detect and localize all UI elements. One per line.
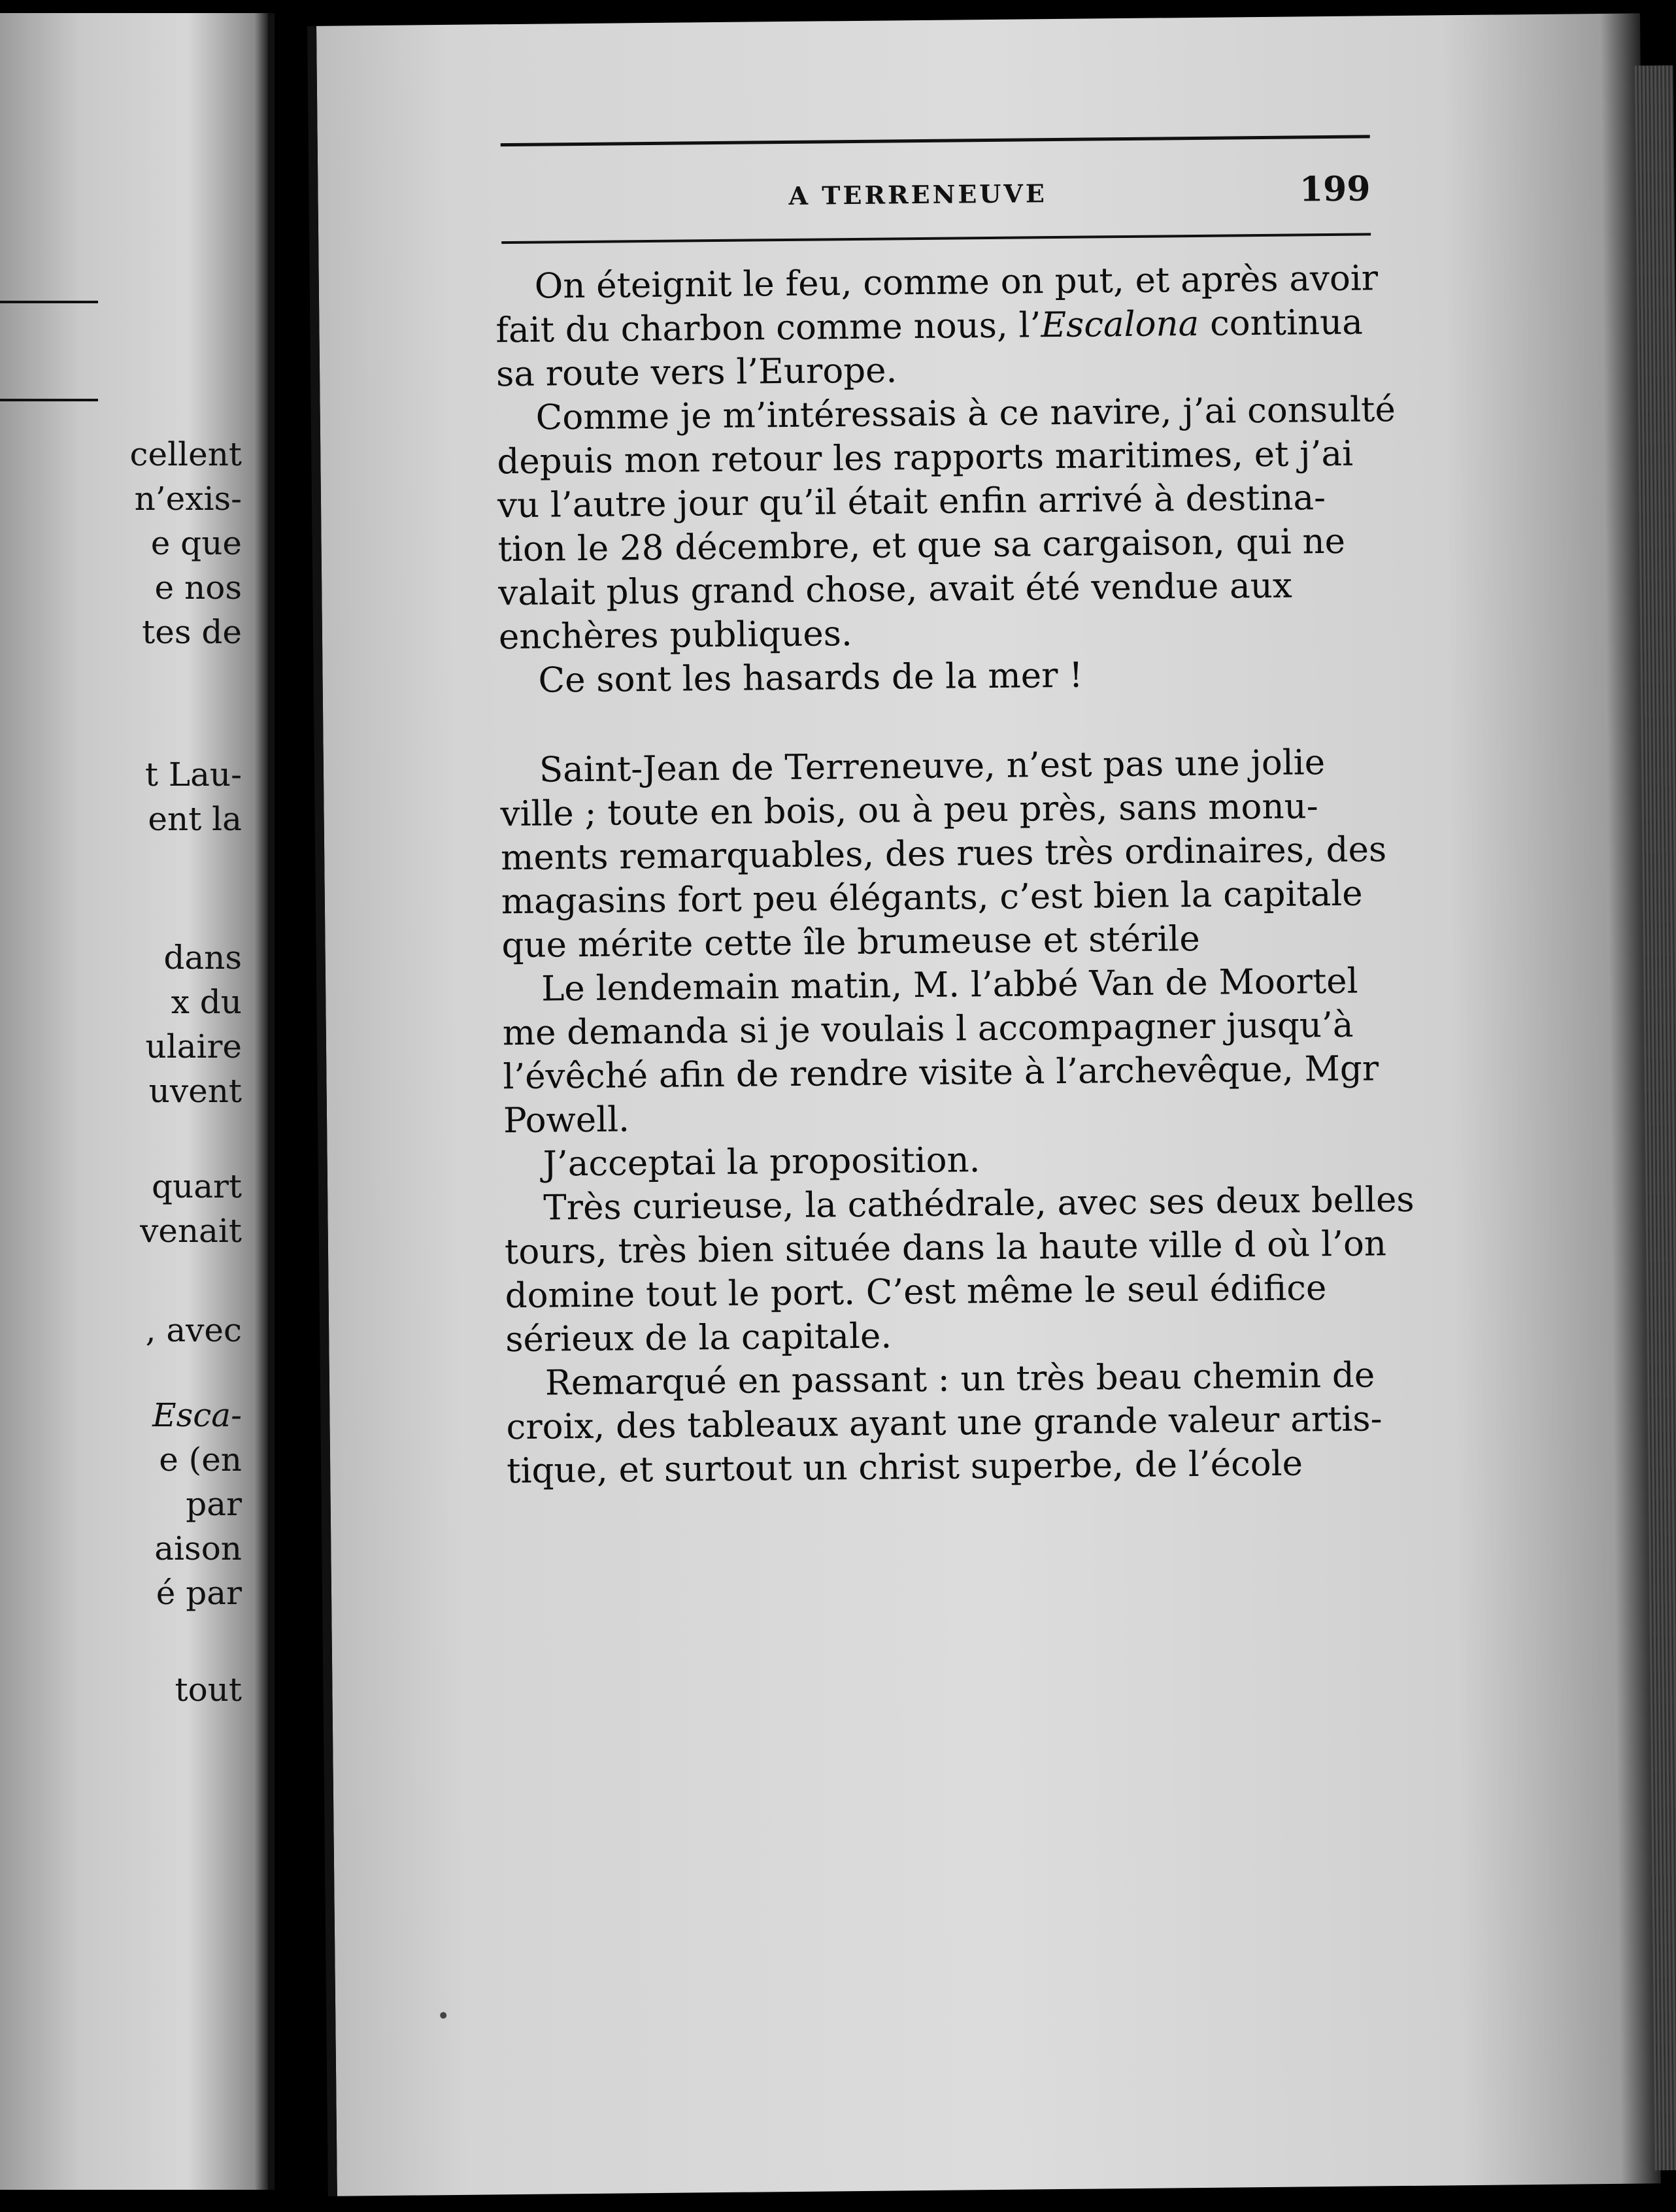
facing-page-rule (0, 399, 98, 401)
facing-page-line: tout (175, 1671, 242, 1709)
body-line: J’acceptai la proposition. (543, 1140, 980, 1184)
body-line: domine tout le port. C’est même le seul édifice (505, 1268, 1327, 1316)
body-line: depuis mon retour les rapports maritimes, et j’ai (497, 433, 1354, 482)
facing-page-line: aison (154, 1530, 242, 1567)
body-line: tion le 28 décembre, et que sa cargaison, qui ne (497, 521, 1346, 570)
body-line: que mérite cette île brumeuse et stérile (501, 918, 1200, 966)
facing-page-rule (0, 301, 98, 303)
body-line: Comme je m’intéressais à ce navire, j’ai consulté (535, 390, 1396, 438)
body-line: vu l’autre jour qu’il était enfin arrivé à destina- (497, 478, 1326, 526)
body-line: magasins fort peu élégants, c’est bien la capitale (501, 873, 1363, 922)
facing-page-line: uvent (148, 1072, 242, 1110)
facing-page-line: n’exis- (134, 480, 242, 518)
header-rule-top (501, 135, 1370, 146)
body-line: On éteignit le feu, comme on put, et après avoir (534, 258, 1379, 307)
body-line: sa route vers l’Europe. (495, 350, 897, 395)
body-line: croix, des tableaux ayant une grande valeur artis- (506, 1399, 1383, 1448)
facing-page-line: par (186, 1485, 242, 1523)
body-line: l’évêché afin de rendre visite à l’archevêque, Mgr (503, 1048, 1379, 1098)
body-line: tique, et surtout un christ superbe, de l’école (506, 1443, 1303, 1492)
paper-speck (440, 2012, 446, 2019)
running-head (501, 135, 1371, 210)
page-number: 199 (1299, 169, 1371, 210)
facing-page (0, 13, 275, 2190)
facing-page-line: cellent (129, 435, 242, 473)
facing-page-line: dans (163, 939, 242, 977)
facing-page-line: tes de (142, 613, 242, 651)
body-line: Le lendemain matin, M. l’abbé Van de Moortel (541, 961, 1358, 1009)
body-line: Remarqué en passant : un très beau chemin de (545, 1355, 1375, 1403)
body-line: me demanda si je voulais l accompagner jusqu’à (502, 1005, 1354, 1054)
body-line: Powell. (503, 1099, 630, 1141)
facing-page-line: e (en (159, 1441, 242, 1479)
body-line: sérieux de la capitale. (505, 1316, 892, 1360)
facing-page-line: é par (156, 1574, 242, 1612)
page-edge (1634, 65, 1676, 2170)
ship-name: Escalona (1041, 303, 1199, 346)
facing-page-line: Esca- (152, 1396, 242, 1434)
body-line: ville ; toute en bois, ou à peu près, sans monu- (500, 786, 1318, 835)
header-rule-bottom (501, 233, 1371, 244)
body-line: valait plus grand chose, avait été vendue aux (498, 565, 1293, 614)
body-line: ments remarquables, des rues très ordinaires, des (500, 830, 1387, 879)
facing-page-line: venait (140, 1212, 242, 1250)
body-line: enchères publiques. (498, 614, 853, 658)
facing-page-line: x du (171, 983, 242, 1021)
facing-page-line: e que (150, 524, 242, 562)
running-title: A TERRENEUVE (788, 178, 1048, 210)
facing-page-line: e nos (154, 569, 242, 607)
body-line: Très curieuse, la cathédrale, avec ses deux belles (543, 1179, 1415, 1228)
facing-page-line: , avec (145, 1311, 242, 1349)
facing-page-line: ent la (148, 800, 242, 838)
body-line: Saint-Jean de Terreneuve, n’est pas une jolie (539, 743, 1326, 790)
book-page (307, 13, 1661, 2196)
body-line: Ce sont les hasards de la mer ! (538, 655, 1083, 701)
facing-page-line: quart (151, 1167, 242, 1205)
facing-page-line: ulaire (145, 1028, 242, 1065)
body-line: fait du charbon comme nous, l’Escalona continua (495, 302, 1364, 351)
facing-page-line: t Lau- (144, 756, 242, 794)
body-line: tours, très bien située dans la haute ville d où l’on (504, 1224, 1387, 1273)
